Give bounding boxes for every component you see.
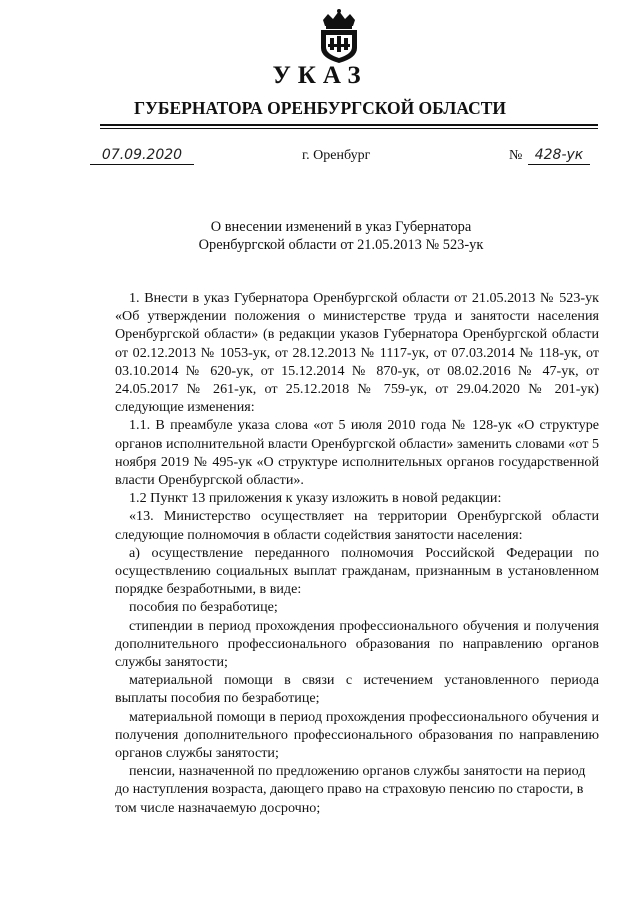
number-sign: № xyxy=(509,148,523,163)
body-paragraph: а) осуществление переданного полномочия Российской Федерации по осуществлению социальных выплат гражданам, признанным в установленном порядке безработными, в виде: xyxy=(115,544,599,598)
body-paragraph: «13. Министерство осуществляет на территории Оренбургской области следующие полномочия в области содействия занятости населения: xyxy=(115,508,599,543)
body-paragraph: материальной помощи в связи с истечением установленного периода выплаты пособия по безработице; xyxy=(115,672,599,707)
decree-body xyxy=(115,289,599,817)
decree-date: 07.09.2020 xyxy=(90,146,194,165)
subject-line: О внесении изменений в указ Губернатора xyxy=(210,219,472,235)
decree-subject xyxy=(0,218,640,254)
orenburg-coat-of-arms-icon xyxy=(317,8,361,64)
body-paragraph: материальной помощи в период прохождения профессионального обучения и получения дополнительного профессионального образования по направлению органов службы занятости; xyxy=(115,708,599,762)
body-paragraph: пособия по безработице; xyxy=(129,599,278,616)
decree-number: 428-ук xyxy=(528,146,590,165)
issue-city: г. Оренбург xyxy=(302,148,371,163)
body-paragraph: 1.1. В преамбуле указа слова «от 5 июля 2010 года № 128-ук «О структуре органов исполнительной власти Оренбургской области» заменить словами «от 5 ноября 2019 № 495-ук «О структуре исполнительных органов государственной власти Оренбургской области». xyxy=(115,417,599,489)
decree-title: УКАЗ xyxy=(272,62,368,89)
subject-line: Оренбургской области от 21.05.2013 № 523-ук xyxy=(198,237,484,253)
header-divider-thin xyxy=(100,128,598,129)
header-divider xyxy=(100,124,598,126)
body-paragraph: стипендии в период прохождения профессионального обучения и получения дополнительного профессионального образования по направлению органов службы занятости; xyxy=(115,617,599,671)
body-paragraph: пенсии, назначенной по предложению органов службы занятости на период до наступления возраста, дающего право на страховую пенсию по старости, в том числе назначаемую досрочно; xyxy=(115,763,586,816)
issuing-authority: ГУБЕРНАТОРА ОРЕНБУРГСКОЙ ОБЛАСТИ xyxy=(133,98,507,118)
body-paragraph: 1. Внести в указ Губернатора Оренбургской области от 21.05.2013 № 523-ук «Об утверждении положения о министерстве труда и занятости населения Оренбургской области» (в редакции указов Губернатора Оренбургской области от 02.12.2013 № 1053-ук, от 28.12.2013 № 1117-ук, от 07.03.2014 № 118-ук, от 03.10.2014 № 620-ук, от 15.12.2014 № 870-ук, от 08.02.2016 № 47-ук, от 24.05.2017 № 261-ук, от 25.12.2018 № 759-ук, от 29.04.2020 № 201-ук) следующие изменения: xyxy=(115,290,599,416)
body-paragraph: 1.2 Пункт 13 приложения к указу изложить в новой редакции: xyxy=(129,490,502,507)
